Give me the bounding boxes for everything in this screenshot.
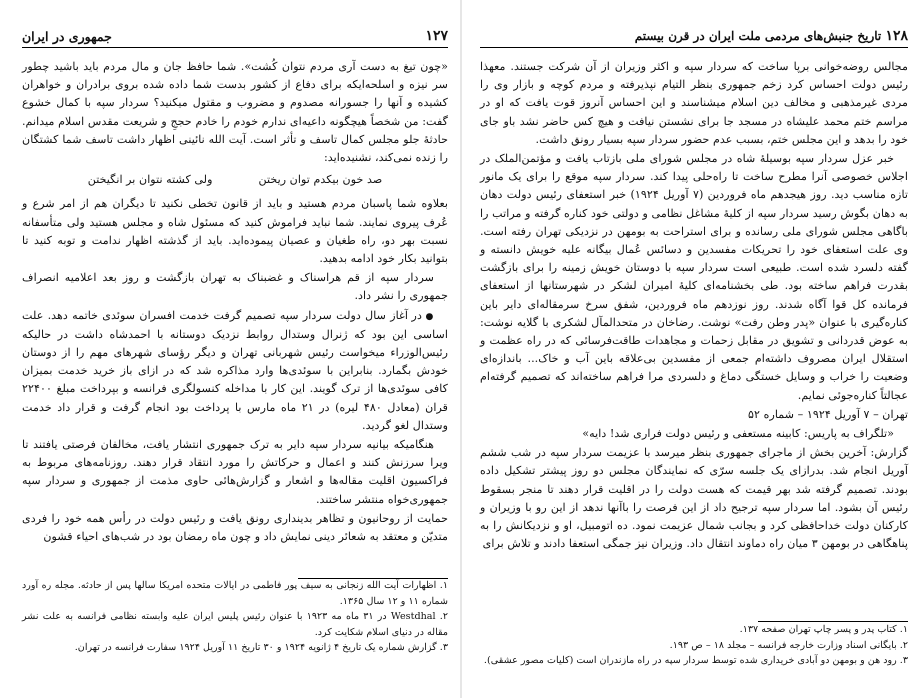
right-dateline: تهران – ۷ آوریل ۱۹۲۴ – شماره ۵۲ xyxy=(748,407,908,421)
left-footnote-1: ۱. اظهارات آیت الله زنجانی به سیف پور فاطمی در ایالات متحده امریکا سالها پس از حادثه. مجله ره آورد شماره ۱۱ و ۱۲ سال ۱۳۶۵. xyxy=(22,580,448,607)
right-page xyxy=(462,0,920,698)
right-page-number: ۱۲۸ xyxy=(885,28,908,44)
right-running-head xyxy=(480,16,908,48)
right-body-text xyxy=(480,58,908,553)
left-footnote-2: ۲. Westdhal در ۳۱ ماه مه ۱۹۲۳ با عنوان رئیس پلیس ایران علیه وابسته نظامی فرانسه به علت نشر مقاله در دنیای اسلام شکایت کرد. xyxy=(22,611,448,638)
left-running-title: جمهوری در ایران xyxy=(22,29,112,44)
poem-hemistich-1: صد خون بیکدم توان ریختن xyxy=(258,173,383,187)
right-page-heading xyxy=(635,28,908,44)
right-footnote-2: ۲. بایگانی اسناد وزارت خارجه فرانسه – مجلد ۱۸ – ص ۱۹۳. xyxy=(669,639,908,651)
left-footnotes xyxy=(22,578,448,656)
left-body-text xyxy=(22,58,448,546)
left-paragraph-2: بعلاوه شما پاسبان مردم هستید و باید از قانون تخطی نکنید تا دیگران هم از امر شرع و عُرف پیروی نمایند. شما نباید فراموش کنید که مسئول شاه و مجلس هستید ولی متأسفانه نسبت بهر دو، راه طغیان و عصیان پیموده‌اید. باید از گذشته اظهار ندامت و توبه کنید تا بتوانید بکار خود ادامه بدهید. xyxy=(22,197,448,266)
left-paragraph-3: سردار سپه از قم هراسناک و غضبناک به تهران بازگشت و روز بعد اعلامیه انصراف جمهوری را نشر داد. xyxy=(22,271,448,303)
right-paragraph-2: خبر عزل سردار سپه بوسیلهٔ شاه در مجلس شورای ملی بازتاب یافت و مؤتمن‌الملک در اجلاس خصوصی آنرا مطرح ساخت تا راه‌حلی پیدا کند. سردار سپه موقع را برای یک مانور تازه مناسب دید. روز هیجدهم ماه فروردین (۷ آوریل ۱۹۲۴) خبر استعفای رئیس دولت دهان به دهان بگوش رسید سردار سپه از کلیهٔ مشاغل نظامی و دولتی خود کناره گرفته و مراتب را باگاهی مجلس شورای ملی رسانده و برای استراحت به بومهن در نزدیکی تهران رفته است. وی علت استعفای خود را تحریکات مفسدین و دسائس عُمال بیگانه علیه خویش دانسته و گفته دلسرد شده است. طبیعی است سردار سپه با دوستان خویش زمینه را برای بازگشت بقدرت فراهم ساخته بود. طی بخشنامه‌ای کلیهٔ امیران لشکر در شهرستانها از استعفای فرمانده کل قوا آگاه شدند. روز نوزدهم ماه فروردین، شفق سرخ سرمقاله‌ای دایر باین کناره‌گیری با عنوان «پدر وطن رفت» نوشت. رضاخان در متحدالمآل لشکری با گلایه نوشت: به عوض قدردانی و تشویق در مقابل زحمات و مجاهدات طاقت‌فرسائی که در راه عظمت و استقلال ایران مصروف داشته‌ام جمعی از مفسدین بی‌علاقه باین آب و خاک... باندازه‌ای وضعیت را خراب و وسایل خستگی دماغ و دلسردی مرا فراهم ساخته‌اند که تصمیم گرفته‌ام عجالتاً کناره‌جوئی نمایم. xyxy=(480,152,908,402)
right-running-title: تاریخ جنبش‌های مردمی ملت ایران در قرن بیستم xyxy=(634,29,882,43)
right-paragraph-1: مجالس روضه‌خوانی برپا ساخت که سردار سپه و اکثر وزیران از آن شرکت جستند. معهذا رئیس دولت احساس کرد زخم جمهوری بنظر التیام نپذیرفته و مردم کوچه و بازار وی را مردی غیرمذهبی و مخالف دین اسلام میشناسند و این احساس آنروز قوت یافت که او در مراسم ختم محمد علیشاه در مسجد جا برای نشستن نیافت و هیچ کس حاضر نشد باو جای خود را بدهد و این مجلس ختم، بسبب عدم حضور سردار سپه بسیار رونق داشت. xyxy=(480,60,908,146)
left-paragraph-4: ● در آغاز سال دولت سردار سپه تصمیم گرفت خدمت افسران سوئدی خاتمه دهد. علت اساسی این بود که ژنرال وستدال روابط نزدیک دوستانه با احمدشاه داشت در حالیکه رئیس‌الوزراء میخواست رئیس شهربانی تهران و دیگر رؤسای شهرهای مهم را از دوستان خودش بگمارد. بنابراین با سوئدی‌ها وارد مذاکره شد که در ازای باز خرید خدمت بمیزان کافی سوئدی‌ها از ترک گویند. این کار با مداخله کنسولگری فرانسه و بپرداخت مبلغ ۲۲۴۰۰ قران (معادل ۴۸۰ لیره) در ۲۱ ماه مارس با پرداخت بود انجام گرفت و قرار داد خدمت وستدال لغو گردید. xyxy=(22,307,448,435)
left-footnote-3: ۳. گزارش شماره یک تاریخ ۴ ژانویه ۱۹۲۴ و ۳۰ تاریخ ۱۱ آوریل ۱۹۲۴ سفارت فرانسه در تهران. xyxy=(74,642,448,653)
left-page-number: ۱۲۷ xyxy=(425,28,448,44)
left-paragraph-1: «چون تیغ به دست آری مردم نتوان کُشت». شما حافظ جان و مال مردم باید باشید چطور سر نیزه و اسلحه‌ایکه برای دفاع از کشور بدست شما داده شده بروی برادران و خواهران کشیده و آنها را جسورانه مصدوم و مضروب و مقتول میکنید؟ سردار سپه با کمال خشوع گفت: من شخصاً هیچگونه داعیه‌ای ندارم خودم را خادم حججِ و شریعت مقدس اسلام میدانم. حادثهٔ جلو مجلس کمال تاسف و تأثر است. آیت الله نائینی اظهار داشت تاسف شما کشتگان را زنده نمی‌کند، نشنیده‌اید: xyxy=(22,60,448,165)
right-footnote-1: ۱. کتاب پدر و پسر چاپ تهران صفحه ۱۳۷. xyxy=(739,624,908,635)
left-running-head xyxy=(22,16,448,48)
right-paragraph-3: «تلگراف به پاریس: کابینه مستعفی و رئیس دولت فراری شد! دایه» xyxy=(582,427,894,441)
left-paragraph-6: حمایت از روحانیون و تظاهر بدینداری رونق یافت و رئیس دولت در رأس همه خود را فردی متدیّن و معتقد به شعائر دینی نمایش داد و چون ماه رمضان بود در شب‌های احیاء قشون xyxy=(22,511,448,544)
poem-couplet xyxy=(22,171,448,189)
right-paragraph-4: گزارش: آخرین بخش از ماجرای جمهوری بنظر میرسد با عزیمت سردار سپه در شب ششم آوریل انجام شد. بدرازای یک جلسه سرّی که نمایندگان مجلس دو روز پیشتر تشکیل داده بودند. تصمیم گرفته شد بهر قیمت که هست دولت را در اقلیت قرار دهند تا منجر بسقوط رئیس آن بشود. اما سردار سپه ترجیح داد از این فرصت را باآنها ندهد از این رو با وزیران و کارکنان دولت خداحافظی کرد و بجانب شمال عزیمت نمود. ده اتومبیل، او و نزدیکانش را به پناهگاهی در بومهن ۳ میان راه دماوند انتقال داد. وزیران نیز جمگی استعفا دادند و تلاش برای xyxy=(480,446,908,551)
right-footnote-3: ۳. رود هن و بومهن دو آبادی خریداری شده توسط سردار سپه در راه مازندران است (کلیات مصور عشقی). xyxy=(483,655,908,666)
right-footnotes xyxy=(480,622,908,669)
poem-hemistich-2: ولی کشته نتوان بر انگیختن xyxy=(87,173,213,187)
left-paragraph-5: هنگامیکه بیانیه سردار سپه دایر به ترک جمهوری انتشار یافت، مخالفان فرصتی یافتند تا ویرا سرزنش کنند و اعمال و حرکاتش را مورد انتقاد قرار دهند. روزنامه‌های مربوط به فراکسیون اقلیت مقاله‌ها و اشعار و گزارش‌هائی حاوی مذمت از جمهوری و سردار سپه جمهوری‌خواه منتشر ساختند. xyxy=(22,438,448,506)
